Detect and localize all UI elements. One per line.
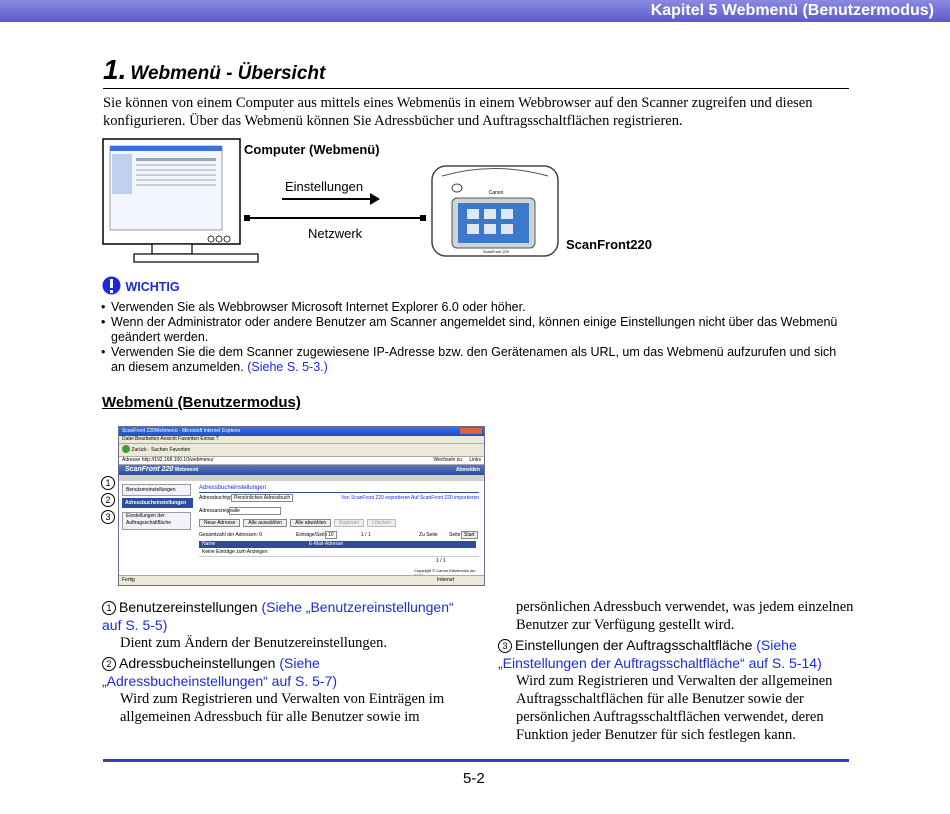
- footer-rule: [103, 759, 849, 762]
- item-2: 2 Adressbucheinstellungen (Siehe „Adressbucheinstellungen“ auf S. 5-7) Wird zum Registrieren und Verwalten von Einträgen im allgemeinen Adressbuch für alle Benutzer sowie im: [102, 654, 462, 726]
- app-banner: ScanFront 220 Webmenü Abmelden: [119, 465, 484, 475]
- item-1-link[interactable]: (Siehe „Benutzereinstellungen“ auf S. 5-5): [102, 599, 454, 633]
- intro-text: Sie können von einem Computer aus mittels eines Webmenüs in einem Webbrowser auf den Scanner zugreifen und diesen konfigurieren. Über das Webmenü können Sie Adressbücher und Auftragsschaltflächen registrieren.: [103, 95, 813, 129]
- item-2-desc-continued: persönlichen Adressbuch verwendet, was jedem einzelnen Benutzer zur Verfügung gestellt wird.: [516, 599, 854, 633]
- item-2-link[interactable]: (Siehe „Adressbucheinstellungen“ auf S. 5-7): [102, 655, 338, 689]
- item-3-desc: Wird zum Registrieren und Verwalten der allgemeinen Auftragsschaltflächen für alle Benutzer sowie der persönlichen Auftragsschaltflächen verwendet, deren Funktion jeder Benutzer für sich festlegen kann.: [516, 673, 833, 743]
- nav-job-button-settings[interactable]: Einstellungen der Auftragsschaltfläche: [122, 512, 191, 530]
- start-button[interactable]: Start: [461, 531, 478, 539]
- copy-button[interactable]: Kopieren: [334, 519, 364, 527]
- total-count: Gesamtzahl der Adressen: 0: [199, 532, 263, 538]
- item-3-link[interactable]: (Siehe „Einstellungen der Auftragsschaltfläche“ auf S. 5-14): [498, 637, 822, 671]
- table-empty-row: Keine Einträge zum Anzeigen: [199, 549, 479, 557]
- item-1-desc: Dient zum Ändern der Benutzereinstellungen.: [120, 635, 387, 651]
- scanner-brand: Canon: [488, 190, 504, 196]
- panel-title: Adressbucheinstellungen: [199, 485, 267, 491]
- delete-button[interactable]: Löschen: [367, 519, 396, 527]
- address-bar[interactable]: Adresse http://192.168.100.10/webmenu/ Wechseln zu Links: [119, 457, 484, 465]
- status-bar: Fertig Internet: [119, 575, 484, 585]
- important-label: WICHTIG: [125, 280, 180, 294]
- item-1-title: Benutzereinstellungen: [119, 599, 258, 615]
- important-item: • Verwenden Sie als Webbrowser Microsoft Internet Explorer 6.0 oder höher.: [101, 300, 851, 315]
- pager[interactable]: 1 / 1: [361, 532, 371, 538]
- important-link[interactable]: (Siehe S. 5-3.): [247, 360, 328, 374]
- window-controls[interactable]: [460, 428, 482, 434]
- select-all-button[interactable]: Alle auswählen: [243, 519, 287, 527]
- scanner-model: ScanFront 220: [482, 249, 510, 254]
- monitor-icon: [103, 139, 258, 262]
- window-titlebar: ScanFront 220Webmenü - Microsoft Internet Explorer: [119, 427, 484, 436]
- filter-select[interactable]: alle: [229, 507, 281, 515]
- important-item: • Wenn der Administrator oder andere Benutzer am Scanner angemeldet sind, können einige Einstellungen nicht über das Webmenü geändert werden.: [101, 315, 851, 345]
- network-label: Netzwerk: [308, 226, 363, 241]
- webmenu-screenshot: [118, 426, 485, 586]
- title-text: Webmenü - Übersicht: [130, 63, 326, 84]
- per-page-select[interactable]: 10: [325, 531, 337, 539]
- nav-user-settings[interactable]: Benutzereinstellungen: [122, 484, 191, 496]
- section-title: Webmenü (Benutzermodus): [102, 394, 301, 411]
- scanner-icon: [432, 166, 558, 256]
- important-list: [101, 300, 851, 375]
- settings-label: Einstellungen: [285, 179, 364, 194]
- screenshot-markers: 1 2 3: [101, 476, 118, 527]
- chapter-header: [0, 0, 950, 22]
- action-buttons: [199, 519, 396, 527]
- item-2-desc: Wird zum Registrieren und Verwalten von Einträgen im allgemeinen Adressbuch für alle Benutzer sowie im: [120, 691, 445, 725]
- pager-bottom[interactable]: 1 / 1: [436, 558, 446, 564]
- addressbook-select[interactable]: Persönliches Adressbuch: [231, 494, 293, 502]
- title-number: 1.: [103, 54, 127, 85]
- webmenu-body: Benutzereinstellungen Adressbucheinstellungen Einstellungen der Auftragsschaltfläche Adressbucheinstellungen Adressbuchtyp Persönliches Adressbuch Von ScanFront 220 exportieren Auf ScanFront 220 importieren Adressanzeige alle Neue Adresse Alle auswählen Alle abwählen Kopieren Löschen Gesamtzahl der Adressen: 0 Einträge/Seite 10 1 / 1 Zu Seite Seite Start Name E-Mail-Adresse Keine Einträge zum Anzeigen 1 / 1 Copyright © Canon Electronics Inc.: [119, 481, 484, 576]
- menu-bar[interactable]: Datei Bearbeiten Ansicht Favoriten Extras ?: [119, 436, 484, 444]
- chapter-title: Kapitel 5 Webmenü (Benutzermodus): [650, 2, 934, 19]
- important-heading: [102, 276, 180, 296]
- nav-addressbook-settings[interactable]: Adressbucheinstellungen: [122, 498, 193, 508]
- table-header: Name E-Mail-Adresse: [199, 541, 476, 548]
- item-1: 1 Benutzereinstellungen (Siehe „Benutzereinstellungen“ auf S. 5-5) Dient zum Ändern der Benutzereinstellungen.: [102, 598, 462, 652]
- item-3: 3 Einstellungen der Auftragsschaltfläche (Siehe „Einstellungen der Auftragsschaltfläche“ auf S. 5-14) Wird zum Registrieren und Verwalten der allgemeinen Auftragsschaltflächen für alle Benutzer sowie der persönlichen Auftragsschaltflächen verwendet, deren Funktion jeder Benutzer für sich festlegen kann.: [498, 636, 854, 744]
- item-3-title: Einstellungen der Auftragsschaltfläche: [515, 637, 753, 653]
- page-title: [103, 54, 849, 89]
- back-icon[interactable]: [122, 445, 130, 453]
- new-address-button[interactable]: Neue Adresse: [199, 519, 240, 527]
- import-link[interactable]: Auf ScanFront 220 importieren: [411, 495, 480, 501]
- logout-link[interactable]: Abmelden: [455, 467, 480, 473]
- export-link[interactable]: Von ScanFront 220 exportieren: [341, 495, 411, 501]
- scanner-label: ScanFront220: [566, 237, 652, 252]
- important-item: • Verwenden Sie die dem Scanner zugewiesene IP-Adresse bzw. den Gerätenamen als URL, um das Webmenü aufzurufen und sich an diesem anzumelden. (Siehe S. 5-3.): [101, 345, 851, 375]
- browser-toolbar[interactable]: Zurück · Suchen Favoriten: [119, 444, 484, 457]
- deselect-all-button[interactable]: Alle abwählen: [290, 519, 331, 527]
- page-number: 5-2: [463, 770, 485, 787]
- exclamation-icon: [102, 276, 121, 295]
- copyright: Copyright © Canon Electronics Inc.: [414, 568, 477, 573]
- computer-label: Computer (Webmenü): [244, 142, 380, 157]
- item-2-title: Adressbucheinstellungen: [119, 655, 276, 671]
